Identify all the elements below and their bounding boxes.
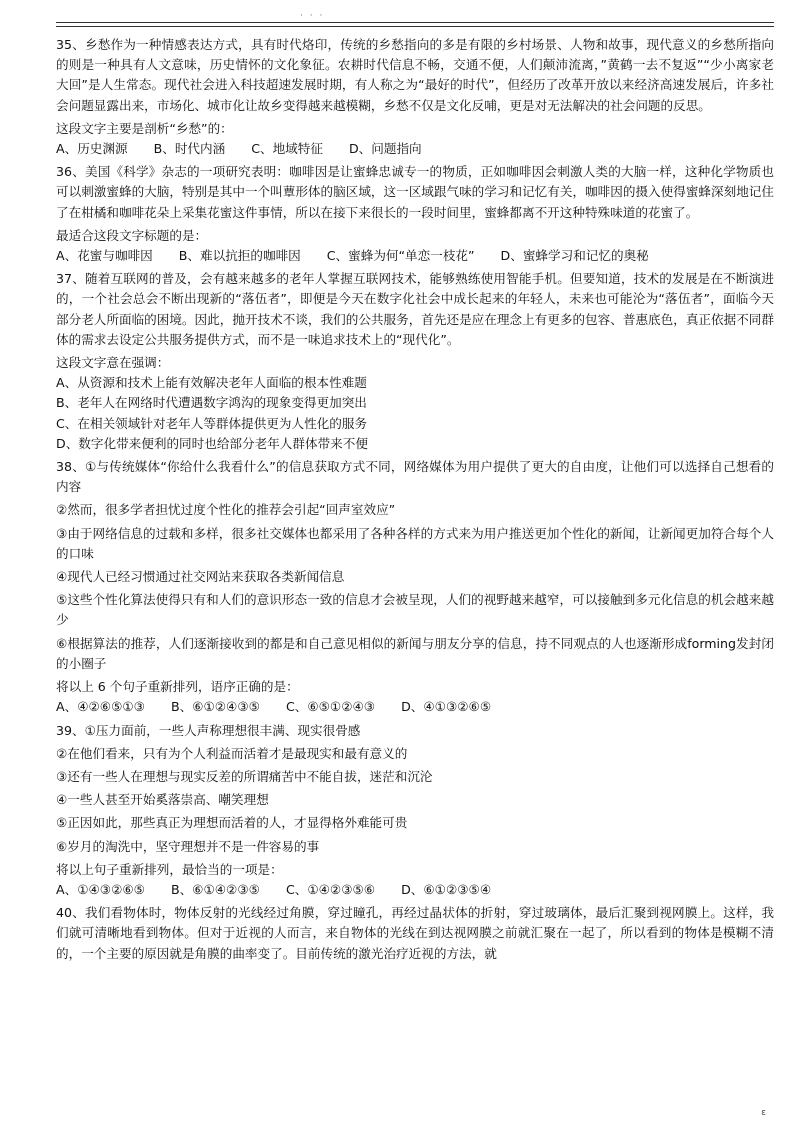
- q39-sentence-6: ⑥岁月的淘洗中，坚守理想并不是一件容易的事: [56, 838, 320, 854]
- q38-stem: 将以上 6 个句子重新排列，语序正确的是：: [56, 679, 299, 695]
- q35-option-d: D、问题指向: [348, 141, 422, 157]
- q38-sentence-3: ③由于网络信息的过载和多样，很多社交媒体也都采用了各种各样的方式来为用户推送更加个性化的新闻，让新闻更加符合每个人的口味: [56, 525, 774, 561]
- q38-sentence-2: ②然而，很多学者担忧过度个性化的推荐会引起“回声室效应”: [56, 502, 396, 518]
- q36-options: [56, 246, 774, 266]
- q39-options: [56, 880, 774, 900]
- q36-option-b: B、难以抗拒的咖啡因: [178, 248, 301, 264]
- q39-sentence-4: ④一些人甚至开始奚落崇高、嘲笑理想: [56, 792, 269, 808]
- q35-option-a: A、历史渊源: [56, 141, 128, 157]
- q35-option-c: C、地域特征: [251, 141, 323, 157]
- q37-option-b: B、老年人在网络时代遭遇数字鸿沟的现象变得更加突出: [56, 395, 367, 411]
- q36-option-c: C、蜜蜂为何“单恋一枝花”: [326, 248, 475, 264]
- q39-stem: 将以上句子重新排列，最恰当的一项是：: [56, 861, 283, 877]
- q38-sentence-5: ⑤这些个性化算法使得只有和人们的意识形态一致的信息才会被呈现，人们的视野越来越窄，可以接触到多元化信息的机会越来越少: [56, 592, 774, 628]
- q37-option-d: D、数字化带来便利的同时也给部分老年人群体带来不便: [56, 435, 368, 451]
- header-rule: [56, 22, 774, 23]
- q38-option-a: A、④②⑥⑤①③: [56, 699, 145, 715]
- q37-option-a: A、从资源和技术上能有效解决老年人面临的根本性难题: [56, 375, 367, 391]
- q38-option-d: D、④①③②⑥⑤: [401, 699, 492, 715]
- q37-stem: 这段文字意在强调：: [56, 355, 170, 371]
- question-content: [56, 35, 774, 964]
- q39-sentence-5: ⑤正因如此，那些真正为理想而活着的人，才显得格外难能可贵: [56, 815, 408, 831]
- q35-stem: 这段文字主要是剖析“乡愁”的：: [56, 120, 233, 136]
- q37-option-c: C、在相关领域针对老年人等群体提供更为人性化的服务: [56, 415, 368, 431]
- q37-passage: 37、随着互联网的普及，会有越来越多的老年人掌握互联网技术，能够熟练使用智能手机。但要知道，技术的发展是在不断演进的，一个社会总会不断出现新的“落伍者”，即便是今天在数字化社会中成长起来的年轻人，未来也可能沦为“落伍者”，面临今天部分老人所面临的困境。因此，抛开技术不谈，我们的公共服务，首先还是应在理念上有更多的包容、普惠底色，真正依据不同群体的需求去设定公共服务提供方式，而不是一味追求技术上的“现代化”。: [56, 271, 774, 347]
- q38-sentence-4: ④现代人已经习惯通过社交网站来获取各类新闻信息: [56, 569, 345, 585]
- q36-stem: 最适合这段文字标题的是：: [56, 227, 208, 243]
- q35-options: [56, 139, 774, 159]
- q38-sentence-1: 38、①与传统媒体“你给什么我看什么”的信息获取方式不同，网络媒体为用户提供了更大的自由度，让他们可以选择自己想看的内容: [56, 459, 774, 495]
- q38-option-b: B、⑥①②④③⑤: [170, 699, 260, 715]
- q40-passage: 40、我们看物体时，物体反射的光线经过角膜，穿过瞳孔，再经过晶状体的折射，穿过玻璃体，最后汇聚到视网膜上。这样，我们就可清晰地看到物体。但对于近视的人而言，来自物体的光线在到达视网膜之前就汇聚在一起了，所以看到的物体是模糊不清的，一个主要的原因就是角膜的曲率变了。目前传统的激光治疗近视的方法，就: [56, 905, 774, 961]
- q38-sentence-6: ⑥根据算法的推荐，人们逐渐接收到的都是和自己意见相似的新闻与朋友分享的信息，持不同观点的人也逐渐形成forming发封闭的小圈子: [56, 635, 774, 671]
- q39-option-d: D、⑥①②③⑤④: [401, 881, 492, 897]
- q39-option-b: B、⑥①④②③⑤: [170, 881, 260, 897]
- q39-option-a: A、①④③②⑥⑤: [56, 881, 145, 897]
- q39-option-c: C、①④②③⑤⑥: [285, 881, 376, 897]
- q39-sentence-1: 39、①压力面前，一些人声称理想很丰满、现实很骨感: [56, 722, 361, 738]
- page-mark: ε: [761, 1108, 766, 1118]
- q38-options: [56, 697, 774, 717]
- q35-passage: 35、乡愁作为一种情感表达方式，具有时代烙印，传统的乡愁指向的多是有限的乡村场景、人物和故事，现代意义的乡愁所指向的则是一种具有人文意味，历史情怀的文化象征。农耕时代信息不畅，交通不便，人们颠沛流离，”黄鹤一去不复返”“少小离家老大回”是人生常态。现代社会进入科技超速发展时期，有人称之为“最好的时代”，但经历了改革开放以来经济高速发展后，许多社会问题显露出来，市场化、城市化让故乡变得越来越模糊，乡愁不仅是文化反哺，更是对无法解决的社会问题的反思。: [56, 37, 774, 113]
- q39-sentence-3: ③还有一些人在理想与现实反差的所谓痛苦中不能自拔，迷茫和沉沦: [56, 768, 433, 784]
- q36-passage: 36、美国《科学》杂志的一项研究表明：咖啡因是让蜜蜂忠诚专一的物质，正如咖啡因会刺激人类的大脑一样，这种化学物质也可以刺激蜜蜂的大脑，特别是其中一个叫蕈形体的脑区域，这一区域跟气味的学习和记忆有关，咖啡因的摄入使得蜜蜂深刻地记住了在柑橘和咖啡花朵上采集花蜜这件事情，所以在接下来很长的一段时间里，蜜蜂都离不开这种特殊味道的花蜜了。: [56, 164, 774, 220]
- q35-option-b: B、时代内涵: [153, 141, 226, 157]
- header-rule-secondary: [56, 26, 774, 27]
- q36-option-d: D、蜜蜂学习和记忆的奥秘: [500, 248, 649, 264]
- header-mark: · · ·: [300, 11, 325, 21]
- q38-option-c: C、⑥⑤①②④③: [285, 699, 376, 715]
- q36-option-a: A、花蜜与咖啡因: [56, 248, 153, 264]
- q39-sentence-2: ②在他们看来，只有为个人利益而活着才是最现实和最有意义的: [56, 745, 408, 761]
